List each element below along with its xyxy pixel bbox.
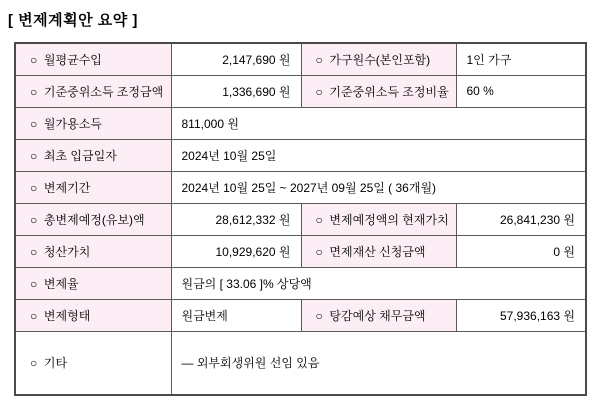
table-row: [15, 107, 586, 139]
expected-debt-relief-label: ○ 탕감예상 채무금액: [301, 299, 456, 331]
repayment-rate-label: ○ 변제율: [15, 267, 171, 299]
repayment-period-value: 2024년 10월 25일 ~ 2027년 09월 25일 ( 36개월): [171, 171, 586, 203]
median-income-adjusted-amount-value: 1,336,690 원: [171, 75, 301, 107]
exempt-property-amount-value: 0 원: [456, 235, 586, 267]
repayment-rate-value: 원금의 [ 33.06 ]% 상당액: [171, 267, 586, 299]
summary-table: [14, 42, 587, 396]
table-row: [15, 171, 586, 203]
table-row: [15, 235, 586, 267]
repayment-present-value-value: 26,841,230 원: [456, 203, 586, 235]
monthly-average-income-value: 2,147,690 원: [171, 43, 301, 75]
total-expected-repayment-value: 28,612,332 원: [171, 203, 301, 235]
table-row: [15, 267, 586, 299]
page-title: [ 변제계획안 요약 ]: [8, 12, 138, 29]
repayment-period-label: ○ 변제기간: [15, 171, 171, 203]
etc-label: ○ 기타: [15, 331, 171, 395]
expected-debt-relief-value: 57,936,163 원: [456, 299, 586, 331]
repayment-type-label: ○ 변제형태: [15, 299, 171, 331]
table-row: [15, 43, 586, 75]
table-row: [15, 299, 586, 331]
monthly-disposable-income-label: ○ 월가용소득: [15, 107, 171, 139]
table-row: [15, 203, 586, 235]
etc-value: — 외부회생위원 선임 있음: [171, 331, 586, 395]
repayment-type-value: 원금변제: [171, 299, 301, 331]
table-row: [15, 75, 586, 107]
repayment-present-value-label: ○ 변제예정액의 현재가치: [301, 203, 456, 235]
household-size-value: 1인 가구: [456, 43, 586, 75]
table-row: [15, 139, 586, 171]
household-size-label: ○ 가구원수(본인포함): [301, 43, 456, 75]
table-body: [15, 43, 586, 395]
first-deposit-date-label: ○ 최초 입금일자: [15, 139, 171, 171]
exempt-property-amount-label: ○ 면제재산 신청금액: [301, 235, 456, 267]
monthly-average-income-label: ○ 월평균수입: [15, 43, 171, 75]
total-expected-repayment-label: ○ 총변제예정(유보)액: [15, 203, 171, 235]
monthly-disposable-income-value: 811,000 원: [171, 107, 586, 139]
liquidation-value-value: 10,929,620 원: [171, 235, 301, 267]
median-income-adjustment-ratio-value: 60 %: [456, 75, 586, 107]
liquidation-value-label: ○ 청산가치: [15, 235, 171, 267]
median-income-adjustment-ratio-label: ○ 기준중위소득 조정비율: [301, 75, 456, 107]
first-deposit-date-value: 2024년 10월 25일: [171, 139, 586, 171]
median-income-adjusted-amount-label: ○ 기준중위소득 조정금액: [15, 75, 171, 107]
table-row: [15, 331, 586, 395]
